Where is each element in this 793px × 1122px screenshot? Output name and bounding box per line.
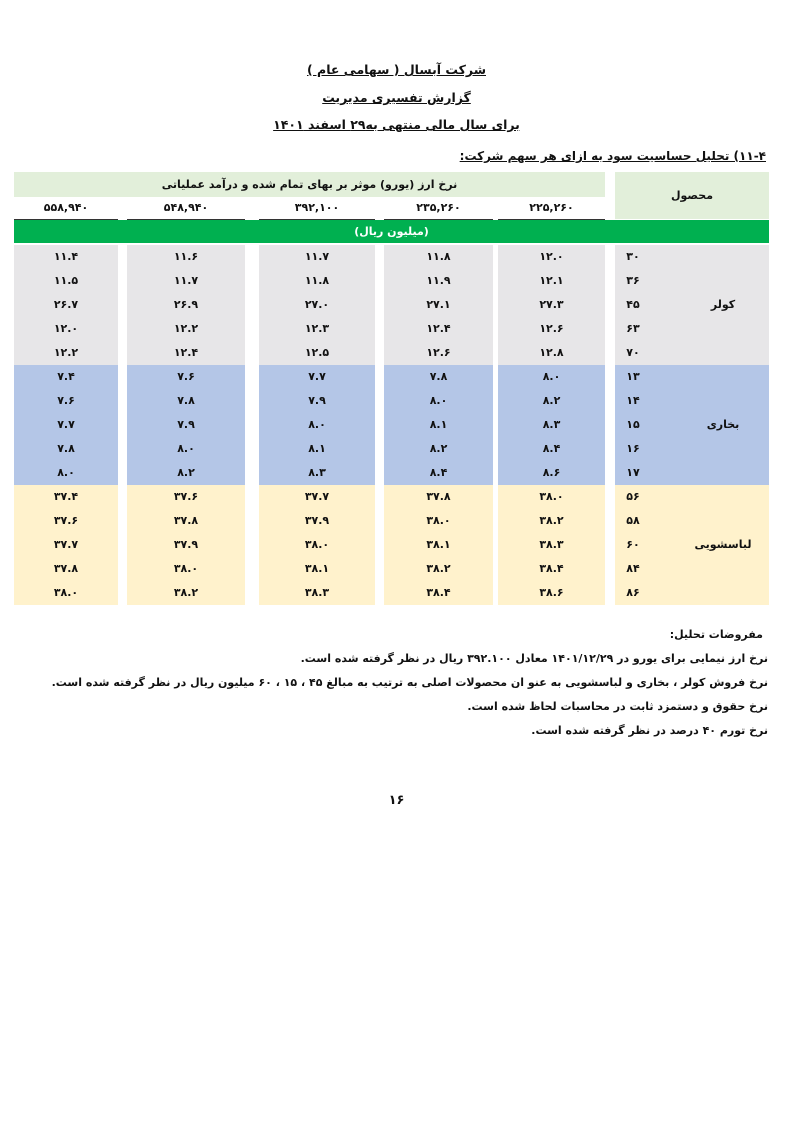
sale-price-cell: ۱۶ (626, 442, 640, 455)
eps-value-cell: ۳۸.۲ (173, 586, 199, 599)
eps-value-cell: ۳۸.۱ (304, 562, 330, 575)
product-name: کولر (710, 298, 736, 311)
eps-value-cell: ۱۱.۷ (173, 274, 199, 287)
assumption-item: نرخ ارز نیمایی برای یورو در ۱۴۰۱/۱۲/۲۹ معادل ۳۹۲.۱۰۰ ریال در نظر گرفته شده است. (300, 652, 768, 665)
eps-value-cell: ۷.۶ (177, 370, 195, 383)
eps-value-cell: ۷.۴ (57, 370, 75, 383)
sale-price-cell: ۳۶ (626, 274, 640, 287)
eps-value-cell: ۷.۸ (57, 442, 75, 455)
eps-value-cell: ۸.۱ (308, 442, 326, 455)
assumption-item: نرخ فروش کولر ، بخاری و لباسشویی به عنو ان محصولات اصلی به ترتیب به مبالغ ۴۵ ، ۱۵ ، ۶۰ میلیون ریال در نظر گرفته شده است. (51, 676, 768, 689)
eps-value-cell: ۲۶.۷ (53, 298, 79, 311)
eps-value-cell: ۳۸.۴ (539, 562, 564, 575)
eps-value-cell: ۲۶.۹ (173, 298, 199, 311)
eps-value-cell: ۷.۸ (177, 394, 195, 407)
eps-value-cell: ۳۸.۴ (426, 586, 451, 599)
eps-value-cell: ۷.۷ (57, 418, 75, 431)
eps-value-cell: ۳۸.۰ (304, 538, 330, 551)
eps-value-cell: ۳۸.۰ (426, 514, 451, 527)
company-title: شرکت آبسال ( سهامی عام ) (306, 62, 486, 77)
eps-value-cell: ۱۲.۱ (539, 274, 564, 287)
sale-price-cell: ۸۶ (626, 586, 640, 599)
product-name: لباسشویی (694, 538, 752, 551)
eps-value-cell: ۸.۰ (177, 442, 195, 455)
eps-value-cell: ۲۷.۰ (304, 298, 330, 311)
eps-value-cell: ۸.۰ (429, 394, 448, 407)
sale-price-cell: ۵۸ (626, 514, 640, 527)
sale-price-cell: ۷۰ (626, 346, 640, 359)
sale-price-cell: ۶۳ (626, 322, 640, 335)
eps-value-cell: ۱۱.۸ (426, 250, 451, 263)
rate-column-header: ۲۲۵,۲۶۰ (498, 197, 605, 220)
sale-price-cell: ۱۴ (626, 394, 640, 407)
sale-price-cell: ۵۶ (626, 490, 640, 503)
eps-value-cell: ۸.۱ (429, 418, 448, 431)
sale-price-cell: ۶۰ (626, 538, 640, 551)
rate-column-header: ۲۳۵,۲۶۰ (384, 197, 493, 220)
eps-value-cell: ۱۲.۶ (426, 346, 451, 359)
eps-value-cell: ۸.۲ (429, 442, 448, 455)
rate-header-label: نرخ ارز (یورو) موثر بر بهای تمام شده و درآمد عملیاتی (161, 178, 458, 191)
eps-value-cell: ۸.۲ (542, 394, 561, 407)
eps-value-cell: ۱۲.۸ (539, 346, 564, 359)
rate-column-header: ۵۵۸,۹۴۰ (14, 197, 118, 220)
eps-value-cell: ۸.۰ (57, 466, 75, 479)
eps-value-cell: ۳۷.۷ (53, 538, 79, 551)
eps-value-cell: ۱۲.۲ (173, 322, 199, 335)
sale-price-cell: ۴۵ (626, 298, 640, 311)
eps-value-cell: ۷.۹ (308, 394, 326, 407)
eps-value-cell: ۸.۳ (308, 466, 326, 479)
product-header-label: محصول (670, 189, 714, 202)
eps-value-cell: ۱۱.۵ (53, 274, 79, 287)
eps-value-cell: ۱۱.۴ (53, 250, 79, 263)
eps-value-cell: ۱۱.۶ (173, 250, 199, 263)
eps-value-cell: ۲۷.۱ (426, 298, 451, 311)
eps-value-cell: ۳۸.۳ (304, 586, 330, 599)
report-title: گزارش تفسیری مدیریت (322, 90, 471, 105)
eps-value-cell: ۱۲.۲ (53, 346, 79, 359)
eps-value-cell: ۳۸.۳ (539, 538, 564, 551)
eps-value-cell: ۱۲.۴ (173, 346, 199, 359)
eps-value-cell: ۳۷.۷ (304, 490, 330, 503)
eps-value-cell: ۸.۲ (177, 466, 195, 479)
eps-value-cell: ۱۲.۵ (304, 346, 330, 359)
eps-value-cell: ۳۸.۰ (539, 490, 564, 503)
rate-column-header: ۳۹۲,۱۰۰ (259, 197, 375, 220)
eps-value-cell: ۸.۶ (542, 466, 561, 479)
eps-value-cell: ۳۸.۲ (539, 514, 564, 527)
period-title: برای سال مالی منتهی به۲۹ اسفند ۱۴۰۱ (273, 117, 520, 132)
eps-value-cell: ۱۱.۸ (304, 274, 330, 287)
eps-value-cell: ۷.۶ (57, 394, 75, 407)
eps-value-cell: ۸.۰ (308, 418, 326, 431)
assumptions-title: مفروضات تحلیل: (669, 628, 763, 641)
eps-value-cell: ۸.۴ (429, 466, 448, 479)
sale-price-cell: ۱۵ (626, 418, 640, 431)
eps-value-cell: ۳۷.۹ (173, 538, 199, 551)
eps-value-cell: ۱۲.۶ (539, 322, 564, 335)
sale-price-cell: ۱۳ (626, 370, 640, 383)
eps-value-cell: ۱۱.۹ (426, 274, 451, 287)
assumption-item: نرخ حقوق و دستمزد ثابت در محاسبات لحاظ شده است. (467, 700, 768, 713)
eps-value-cell: ۳۸.۰ (173, 562, 199, 575)
sale-price-cell: ۱۷ (626, 466, 640, 479)
eps-value-cell: ۸.۰ (542, 370, 561, 383)
eps-value-cell: ۳۸.۶ (539, 586, 564, 599)
eps-value-cell: ۸.۳ (542, 418, 561, 431)
eps-value-cell: ۸.۴ (542, 442, 561, 455)
eps-value-cell: ۱۲.۰ (539, 250, 564, 263)
eps-value-cell: ۳۷.۹ (304, 514, 330, 527)
eps-value-cell: ۳۸.۲ (426, 562, 451, 575)
eps-value-cell: ۱۲.۳ (304, 322, 330, 335)
eps-value-cell: ۱۱.۷ (304, 250, 330, 263)
eps-value-cell: ۳۸.۰ (53, 586, 79, 599)
eps-value-cell: ۳۷.۸ (53, 562, 79, 575)
eps-value-cell: ۲۷.۳ (539, 298, 564, 311)
eps-value-cell: ۳۷.۶ (53, 514, 79, 527)
eps-value-cell: ۳۷.۸ (173, 514, 199, 527)
rate-column-header: ۵۴۸,۹۴۰ (127, 197, 245, 220)
eps-value-cell: ۱۲.۰ (53, 322, 79, 335)
section-title: ۱۱-۴) تحلیل حساسیت سود به ازای هر سهم شرکت: (459, 149, 766, 163)
page-number: ۱۶ (388, 793, 405, 808)
eps-value-cell: ۳۸.۱ (426, 538, 451, 551)
eps-value-cell: ۷.۹ (177, 418, 195, 431)
eps-value-cell: ۳۷.۸ (426, 490, 451, 503)
eps-value-cell: ۷.۸ (429, 370, 448, 383)
product-name: بخاری (706, 418, 740, 431)
unit-label: (میلیون ریال) (354, 225, 429, 238)
eps-value-cell: ۷.۷ (308, 370, 326, 383)
eps-value-cell: ۱۲.۴ (426, 322, 451, 335)
sale-price-cell: ۳۰ (626, 250, 640, 263)
eps-value-cell: ۳۷.۶ (173, 490, 199, 503)
eps-value-cell: ۳۷.۴ (53, 490, 79, 503)
assumption-item: نرخ تورم ۴۰ درصد در نظر گرفته شده است. (531, 724, 768, 737)
sale-price-cell: ۸۴ (626, 562, 640, 575)
